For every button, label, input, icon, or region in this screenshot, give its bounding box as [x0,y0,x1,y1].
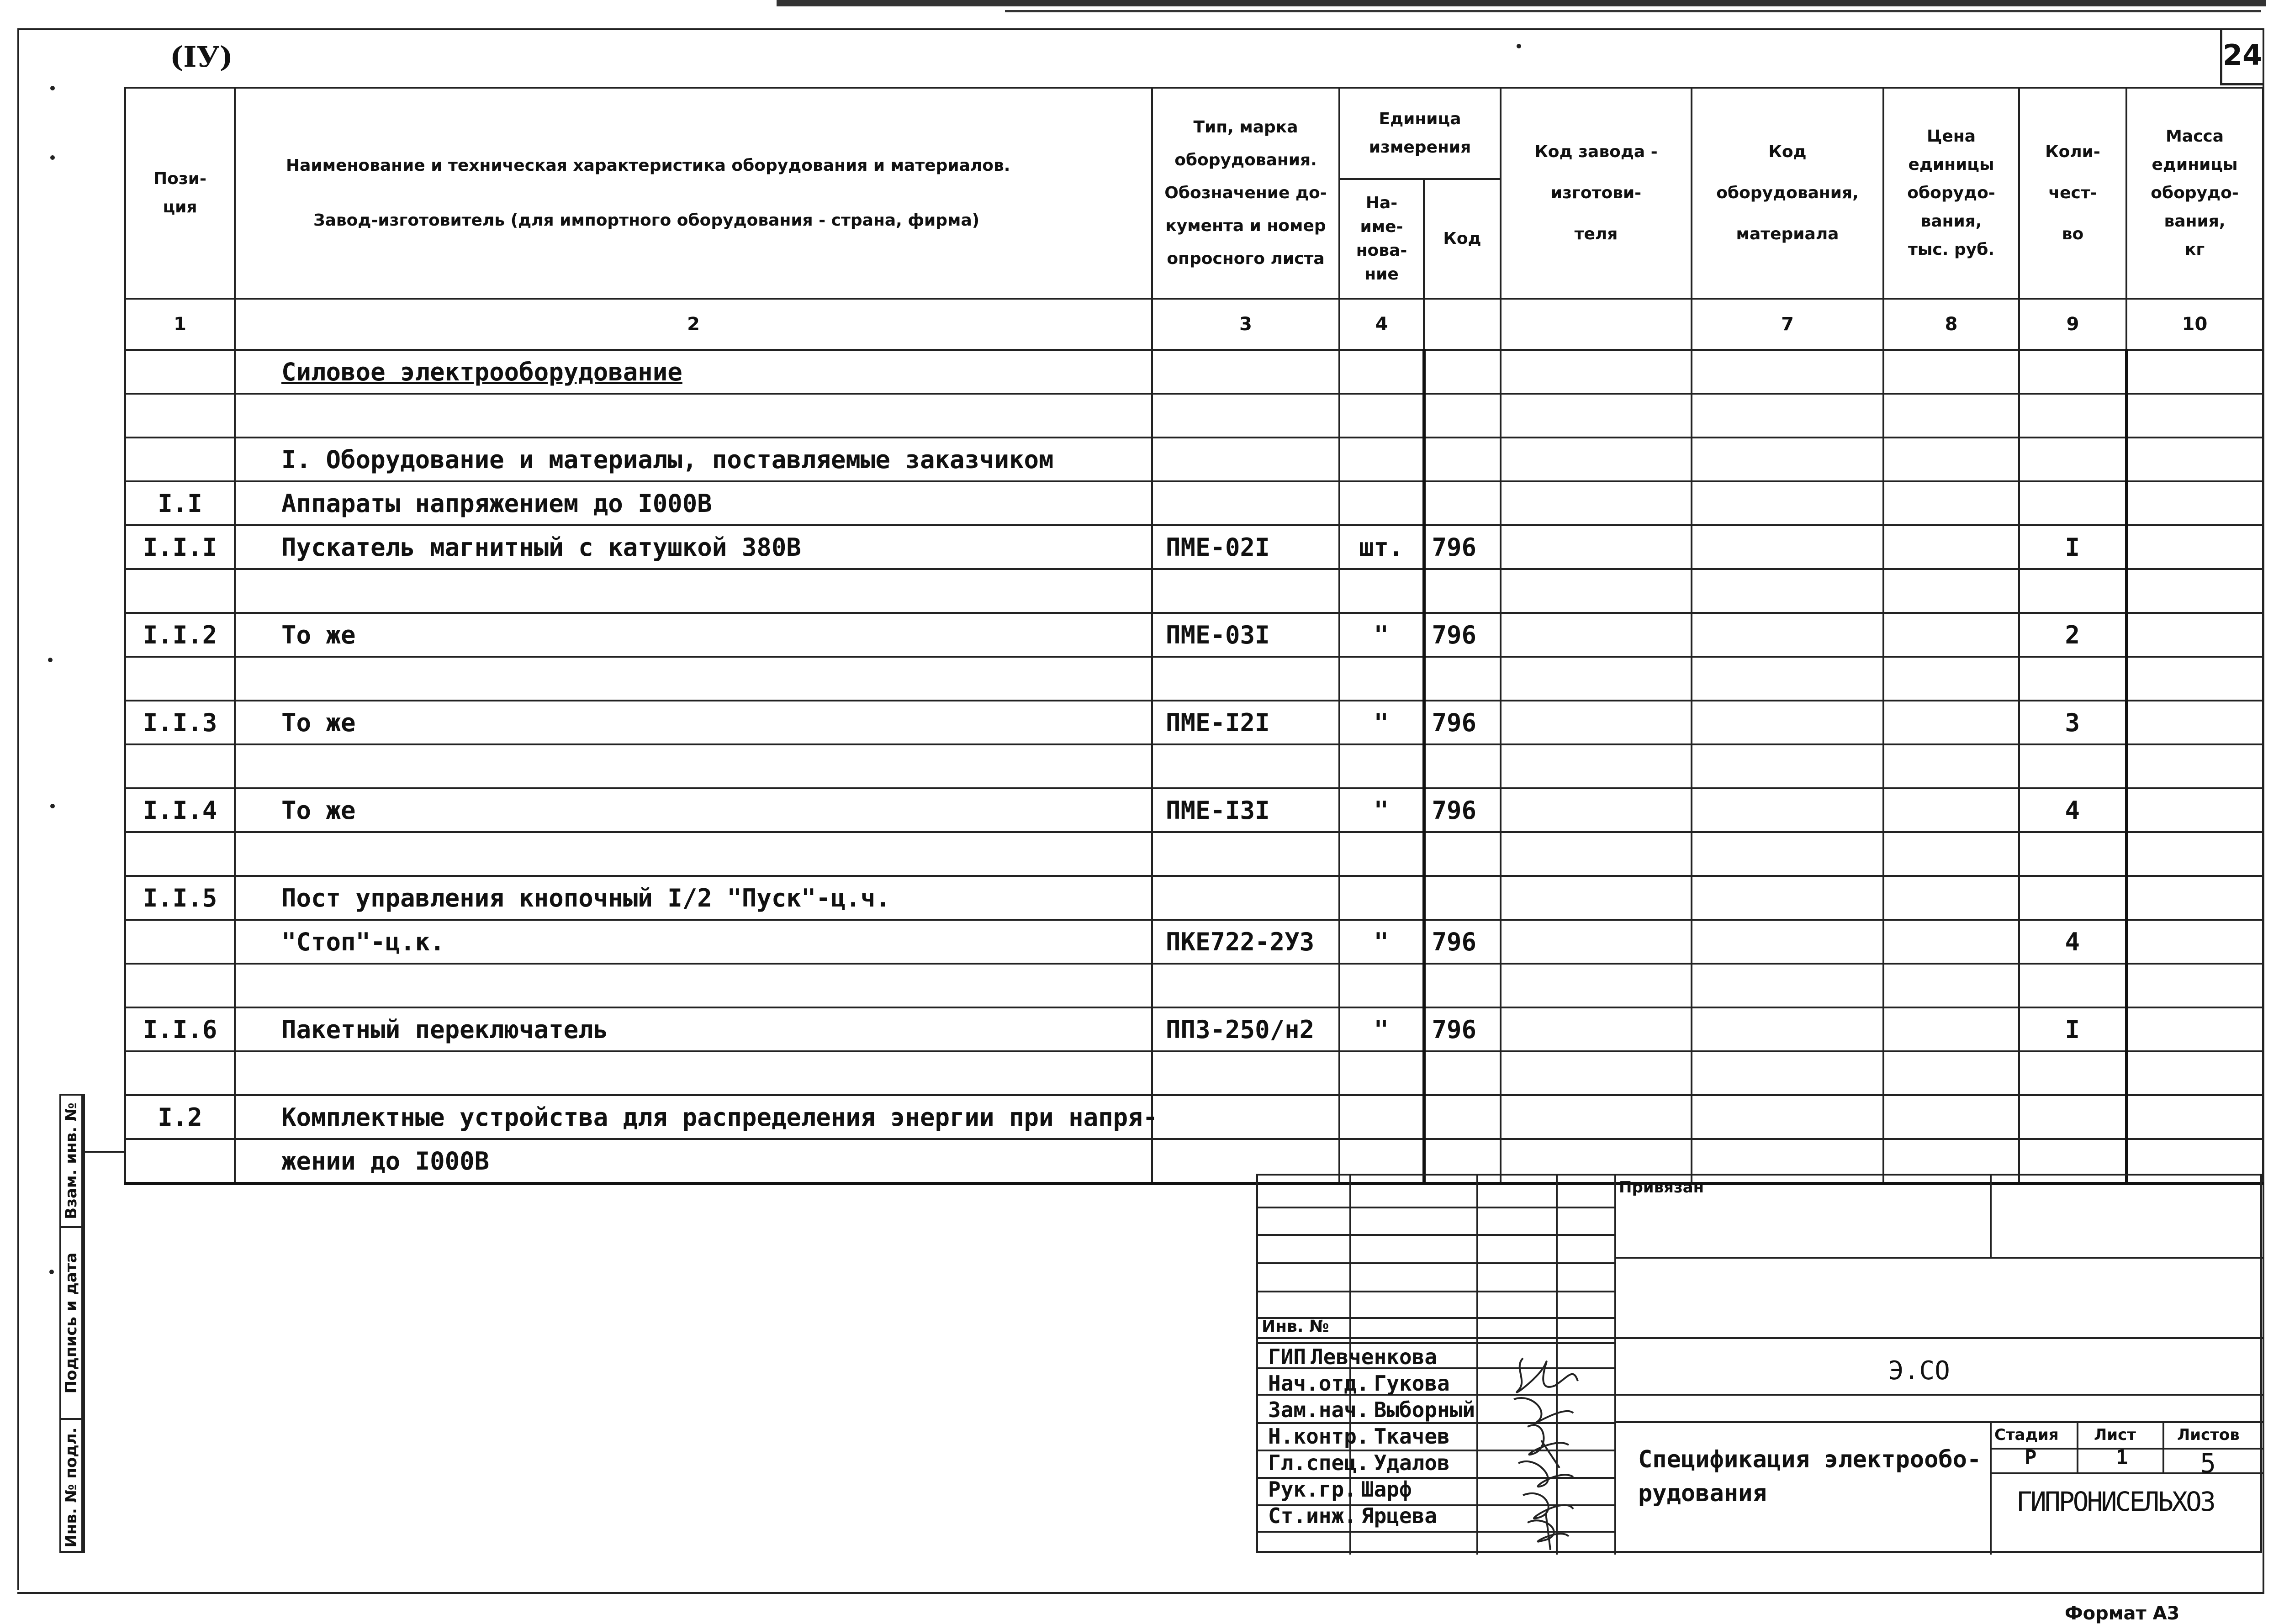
unit-code-cell [1424,876,1501,920]
equipment-code-cell [1692,964,1883,1007]
plant-code-cell [1501,481,1692,525]
mass-cell [2126,350,2263,394]
plant-code-cell [1501,1051,1692,1095]
sheets-value: 5 [2200,1448,2216,1479]
unit-code-cell: 796 [1424,525,1501,569]
signatory-role: Гл.спец. [1268,1450,1369,1475]
unit-code-cell [1424,657,1501,701]
position-cell [125,1139,235,1184]
mass-cell [2126,525,2263,569]
top-border-line [777,0,2266,6]
type-cell [1152,876,1339,920]
header-position: Пози- ция [125,88,235,299]
page-number: 24 [2223,38,2263,72]
price-cell [1883,744,2019,788]
quantity-cell [2019,350,2126,394]
signatory-name: Шарф [1361,1477,1412,1502]
margin-line [85,1151,124,1153]
name-cell: Пускатель магнитный с катушкой 380В [235,525,1152,569]
equipment-code-cell [1692,1095,1883,1139]
signatory-name: Ткачев [1374,1424,1450,1449]
mass-cell [2126,1051,2263,1095]
table-row [125,744,2263,788]
unit-name-cell [1339,964,1424,1007]
equipment-code-cell [1692,744,1883,788]
name-cell: То же [235,701,1152,744]
type-cell: ПМЕ-I3I [1152,788,1339,832]
header-unit-group: Единица измерения [1339,88,1501,179]
quantity-cell: 2 [2019,613,2126,657]
price-cell [1883,1007,2019,1051]
mass-cell [2126,481,2263,525]
column-number: 1 [125,299,235,350]
mass-cell [2126,438,2263,481]
price-cell [1883,438,2019,481]
unit-code-cell [1424,481,1501,525]
stage-label: Стадия [1994,1426,2059,1444]
plant-code-cell [1501,1095,1692,1139]
unit-name-cell: " [1339,788,1424,832]
grid-line [1990,1176,1992,1257]
equipment-code-cell [1692,350,1883,394]
table-row [125,525,2263,569]
margin-dot [50,155,55,160]
quantity-cell [2019,481,2126,525]
plant-code-cell [1501,832,1692,876]
plant-code-cell [1501,920,1692,964]
top-border-line-thin [1005,10,2261,12]
type-cell [1152,1051,1339,1095]
name-cell: "Стоп"-ц.к. [235,920,1152,964]
header-unit-name: На- име- нова- ние [1339,179,1424,299]
header-mass: Масса единицы оборудо- вания, кг [2126,88,2263,299]
signatory-name: Ярцева [1361,1503,1438,1528]
position-cell [125,438,235,481]
margin-dot [1517,44,1521,48]
unit-name-cell [1339,1051,1424,1095]
signatory-role: Нач.отд. [1268,1371,1369,1396]
unit-code-cell [1424,1051,1501,1095]
signatory-name: Гукова [1374,1371,1450,1396]
signatory-row [1268,1397,1475,1422]
quantity-cell [2019,569,2126,613]
margin-dot [49,1270,54,1274]
column-number: 2 [235,299,1152,350]
unit-code-cell [1424,350,1501,394]
type-cell [1152,350,1339,394]
type-cell: ПКЕ722-2У3 [1152,920,1339,964]
type-cell: ПМЕ-02I [1152,525,1339,569]
column-number [1501,299,1692,350]
table-row [125,350,2263,394]
quantity-cell [2019,744,2126,788]
quantity-cell [2019,876,2126,920]
column-number: 7 [1692,299,1883,350]
specification-table [124,87,2264,1185]
mass-cell [2126,394,2263,438]
equipment-code-cell [1692,701,1883,744]
signatory-name: Выборный [1374,1397,1475,1422]
equipment-code-cell [1692,525,1883,569]
unit-name-cell [1339,438,1424,481]
column-number-row [125,299,2263,350]
price-cell [1883,350,2019,394]
plant-code-cell [1501,1007,1692,1051]
plant-code-cell [1501,788,1692,832]
position-cell: I.2 [125,1095,235,1139]
unit-name-cell: " [1339,1007,1424,1051]
quantity-cell: 3 [2019,701,2126,744]
mass-cell [2126,1095,2263,1139]
equipment-code-cell [1692,569,1883,613]
grid-line [1258,1262,1614,1264]
price-cell [1883,481,2019,525]
signatory-row [1268,1477,1412,1502]
price-cell [1883,1051,2019,1095]
position-cell [125,920,235,964]
stamp-swap-inv: Взам. инв. № [61,1096,81,1228]
equipment-code-cell [1692,394,1883,438]
unit-code-cell [1424,1095,1501,1139]
header-name-line2: Завод-изготовитель (для импортного оборудования - страна, фирма) [313,211,980,230]
equipment-code-cell [1692,613,1883,657]
unit-code-cell [1424,394,1501,438]
type-cell [1152,438,1339,481]
name-cell [235,964,1152,1007]
position-cell [125,1051,235,1095]
quantity-cell [2019,438,2126,481]
grid-line [1614,1421,2264,1423]
grid-line [1990,1472,2264,1474]
unit-name-cell [1339,481,1424,525]
position-cell: I.I.4 [125,788,235,832]
left-margin-stamp [59,1094,83,1553]
signatory-row [1268,1371,1450,1396]
table-row [125,1007,2263,1051]
table-row [125,876,2263,920]
quantity-cell: I [2019,525,2126,569]
unit-code-cell [1424,832,1501,876]
header-quantity: Коли- чест- во [2019,88,2126,299]
name-cell [235,832,1152,876]
price-cell [1883,788,2019,832]
table-row [125,701,2263,744]
header-name-line1: Наименование и техническая характеристика оборудования и материалов. [286,156,1010,175]
type-cell [1152,1095,1339,1139]
grid-line [1258,1342,1614,1344]
plant-code-cell [1501,438,1692,481]
name-cell [235,744,1152,788]
mass-cell [2126,832,2263,876]
plant-code-cell [1501,525,1692,569]
unit-code-cell: 796 [1424,613,1501,657]
price-cell [1883,569,2019,613]
table-row [125,1051,2263,1095]
stamp-inv-orig: Инв. № подл. [62,1427,80,1548]
price-cell [1883,964,2019,1007]
handwritten-signatures [1459,1349,1623,1550]
quantity-cell: I [2019,1007,2126,1051]
position-cell [125,964,235,1007]
unit-name-cell: " [1339,920,1424,964]
quantity-cell [2019,832,2126,876]
equipment-code-cell [1692,1051,1883,1095]
unit-name-cell [1339,1095,1424,1139]
name-cell [235,394,1152,438]
header-equipment-code: Код оборудования, материала [1692,88,1883,299]
table-row [125,657,2263,701]
name-cell: Аппараты напряжением до I000В [235,481,1152,525]
table-row [125,569,2263,613]
quantity-cell [2019,394,2126,438]
header-price: Цена единицы оборудо- вания, тыс. руб. [1883,88,2019,299]
equipment-code-cell [1692,832,1883,876]
type-cell [1152,394,1339,438]
type-cell [1152,832,1339,876]
mass-cell [2126,613,2263,657]
column-number: 8 [1883,299,2019,350]
unit-code-cell: 796 [1424,1007,1501,1051]
sheet-value: 1 [2116,1446,2128,1469]
equipment-code-cell [1692,657,1883,701]
sheets-label: Листов [2177,1426,2240,1444]
column-number: 10 [2126,299,2263,350]
signatory-row [1268,1345,1437,1369]
unit-name-cell [1339,657,1424,701]
quantity-cell [2019,964,2126,1007]
type-cell: ПМЕ-I2I [1152,701,1339,744]
header-type: Тип, марка оборудования. Обозначение до- кумента и номер опросного листа [1152,88,1339,299]
table-row [125,438,2263,481]
name-cell: То же [235,613,1152,657]
position-cell [125,832,235,876]
unit-name-cell [1339,569,1424,613]
price-cell [1883,876,2019,920]
column-number [1424,299,1501,350]
unit-name-cell [1339,832,1424,876]
organization: ГИПРОНИСЕЛЬХОЗ [2016,1486,2214,1517]
price-cell [1883,613,2019,657]
equipment-code-cell [1692,481,1883,525]
price-cell [1883,1095,2019,1139]
position-cell: I.I.6 [125,1007,235,1051]
name-cell: Пост управления кнопочный I/2 "Пуск"-ц.ч. [235,876,1152,920]
equipment-code-cell [1692,788,1883,832]
signatory-role: ГИП [1268,1345,1306,1369]
table-row [125,920,2263,964]
sheet-label: Лист [2094,1426,2136,1444]
equipment-code-cell [1692,876,1883,920]
table-row [125,832,2263,876]
plant-code-cell [1501,613,1692,657]
name-cell: Комплектные устройства для распределения энергии при напря- [235,1095,1152,1139]
price-cell [1883,701,2019,744]
unit-name-cell: шт. [1339,525,1424,569]
grid-line [2162,1421,2164,1472]
type-cell: ПМЕ-03I [1152,613,1339,657]
grid-line [1258,1291,1614,1292]
mass-cell [2126,744,2263,788]
unit-name-cell [1339,350,1424,394]
position-cell [125,569,235,613]
inv-label: Инв. № [1262,1317,1329,1336]
unit-code-cell: 796 [1424,701,1501,744]
position-cell [125,657,235,701]
type-cell [1152,964,1339,1007]
column-number: 4 [1339,299,1424,350]
price-cell [1883,920,2019,964]
margin-dot [50,86,55,90]
column-number: 3 [1152,299,1339,350]
table-row [125,394,2263,438]
mass-cell [2126,788,2263,832]
mass-cell [2126,920,2263,964]
position-cell [125,744,235,788]
unit-name-cell [1339,744,1424,788]
bound-label: Привязан [1619,1178,1704,1197]
document-title-line1: Спецификация электрообо- [1638,1446,1982,1473]
stage-value: Р [2025,1446,2037,1469]
signatory-row [1268,1450,1450,1475]
margin-dot [50,804,55,808]
mass-cell [2126,569,2263,613]
margin-dot [48,658,53,662]
signatory-role: Зам.нач. [1268,1397,1369,1422]
equipment-code-cell [1692,438,1883,481]
quantity-cell: 4 [2019,788,2126,832]
mass-cell [2126,701,2263,744]
grid-line [1258,1207,1614,1208]
grid-line [1258,1337,1614,1339]
name-cell: жении до I000В [235,1139,1152,1184]
name-cell: Силовое электрооборудование [235,350,1152,394]
plant-code-cell [1501,569,1692,613]
grid-line [1258,1234,1614,1236]
unit-name-cell [1339,394,1424,438]
type-cell [1152,481,1339,525]
quantity-cell [2019,1095,2126,1139]
plant-code-cell [1501,657,1692,701]
position-cell: I.I.I [125,525,235,569]
plant-code-cell [1501,744,1692,788]
name-cell: I. Оборудование и материалы, поставляемые заказчиком [235,438,1152,481]
quantity-cell: 4 [2019,920,2126,964]
unit-name-cell [1339,876,1424,920]
table-row [125,964,2263,1007]
unit-code-cell [1424,569,1501,613]
type-cell [1152,569,1339,613]
position-cell: I.I.5 [125,876,235,920]
signatory-row [1268,1424,1450,1449]
stamp-sign-date: Подпись и дата [61,1228,81,1420]
header-unit-code: Код [1424,179,1501,299]
name-cell [235,657,1152,701]
plant-code-cell [1501,876,1692,920]
quantity-cell [2019,1051,2126,1095]
price-cell [1883,657,2019,701]
grid-line [1614,1257,2264,1259]
plant-code-cell [1501,964,1692,1007]
stamp-edge [83,1094,85,1553]
price-cell [1883,525,2019,569]
signatory-role: Рук.гр. [1268,1477,1357,1502]
column-number: 9 [2019,299,2126,350]
name-cell: Пакетный переключатель [235,1007,1152,1051]
plant-code-cell [1501,701,1692,744]
table-row [125,481,2263,525]
type-cell [1152,744,1339,788]
grid-line [2077,1421,2078,1472]
unit-code-cell: 796 [1424,788,1501,832]
position-cell: I.I.3 [125,701,235,744]
unit-name-cell: " [1339,701,1424,744]
position-cell [125,350,235,394]
signatory-name: Левченкова [1311,1345,1438,1369]
name-cell [235,569,1152,613]
mass-cell [2126,1007,2263,1051]
signatory-role: Ст.инж. [1268,1503,1357,1528]
mass-cell [2126,964,2263,1007]
unit-code-cell [1424,964,1501,1007]
table-row [125,1095,2263,1139]
type-cell [1152,657,1339,701]
plant-code-cell [1501,394,1692,438]
document-title-line2: рудования [1638,1480,1767,1507]
plant-code-cell [1501,350,1692,394]
signatory-role: Н.контр. [1268,1424,1369,1449]
name-cell: То же [235,788,1152,832]
equipment-code-cell [1692,920,1883,964]
sheet-corner-id: (IУ) [170,40,233,74]
format-label: Формат А3 [2065,1603,2180,1624]
mass-cell [2126,657,2263,701]
unit-code-cell: 796 [1424,920,1501,964]
position-cell [125,394,235,438]
title-block [1256,1174,2262,1553]
name-cell [235,1051,1152,1095]
unit-code-cell [1424,438,1501,481]
equipment-code-cell [1692,1007,1883,1051]
unit-code-cell [1424,744,1501,788]
header-name [235,88,1152,299]
document-code: Э.СО [1888,1356,1950,1386]
signatory-row [1268,1503,1437,1528]
position-cell: I.I.2 [125,613,235,657]
unit-name-cell: " [1339,613,1424,657]
grid-line [1990,1421,1992,1555]
type-cell: ППЗ-250/н2 [1152,1007,1339,1051]
table-row [125,613,2263,657]
quantity-cell [2019,657,2126,701]
header-plant-code: Код завода - изготови- теля [1501,88,1692,299]
table-row [125,788,2263,832]
price-cell [1883,394,2019,438]
signatory-name: Удалов [1374,1450,1450,1475]
position-cell: I.I [125,481,235,525]
price-cell [1883,832,2019,876]
mass-cell [2126,876,2263,920]
grid-line [1614,1337,2264,1339]
